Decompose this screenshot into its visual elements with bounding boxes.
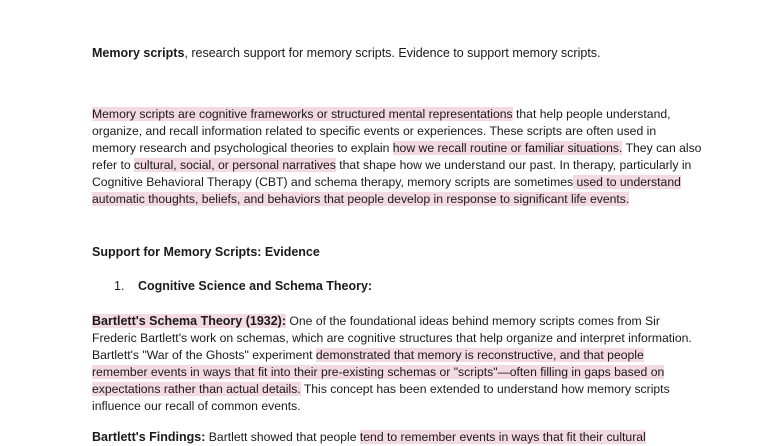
title-bold: Memory scripts xyxy=(92,46,185,60)
intro-highlight-1: Memory scripts are cognitive frameworks or structured mental representations xyxy=(92,107,513,121)
intro-text-7: that shape how we understand our past. In therapy, particularly in Cognitive Behavioral Therapy (CBT) and schema therapy, memory scripts are sometimes xyxy=(92,158,692,189)
title-rest: , research support for memory scripts. Evidence to support memory scripts. xyxy=(184,46,601,60)
intro-text-3: These scripts are often used in memory research and psychological theories to explain xyxy=(92,124,657,155)
intro-paragraph xyxy=(92,106,702,208)
bartlett-title: Bartlett's Schema Theory (1932): xyxy=(92,314,287,328)
bartlett-text-3: This concept has been extended to understand how memory scripts influence our recall of common events. xyxy=(92,382,670,413)
intro-highlight-4: how we recall routine or familiar situations. xyxy=(392,141,623,155)
list-item-label: Cognitive Science and Schema Theory: xyxy=(138,279,373,293)
findings-title: Bartlett's Findings: xyxy=(92,430,206,444)
intro-text-2: that help people understand, organize, and recall information related to specific events or experiences. xyxy=(92,107,671,138)
intro-text-5: They can also refer to xyxy=(92,141,702,172)
findings-text-1: Bartlett showed that people xyxy=(205,430,360,444)
bartlett-paragraph xyxy=(92,313,702,415)
findings-paragraph xyxy=(92,429,702,446)
bartlett-highlight-2: demonstrated that memory is reconstructive, and that people remember events in ways that fit into their pre-existing schemas or "scripts"—often filling in gaps based on expectations rather than actual details. xyxy=(92,348,665,396)
findings-highlight-2: tend to remember events in ways that fit their cultural xyxy=(359,430,646,444)
list-item-number: 1. xyxy=(114,279,125,293)
intro-highlight-8: used to understand automatic thoughts, beliefs, and behaviors that people develop in response to significant life events. xyxy=(92,175,681,206)
list-item xyxy=(114,279,372,293)
intro-highlight-6: cultural, social, or personal narratives xyxy=(134,158,336,172)
document-title xyxy=(92,46,601,60)
support-heading: Support for Memory Scripts: Evidence xyxy=(92,245,320,259)
bartlett-text-1: One of the foundational ideas behind memory scripts comes from Sir Frederic Bartlett's work on schemas, which are cognitive structures that help organize and interpret information. Bartlett's "War of the Ghosts" experiment xyxy=(92,314,692,362)
